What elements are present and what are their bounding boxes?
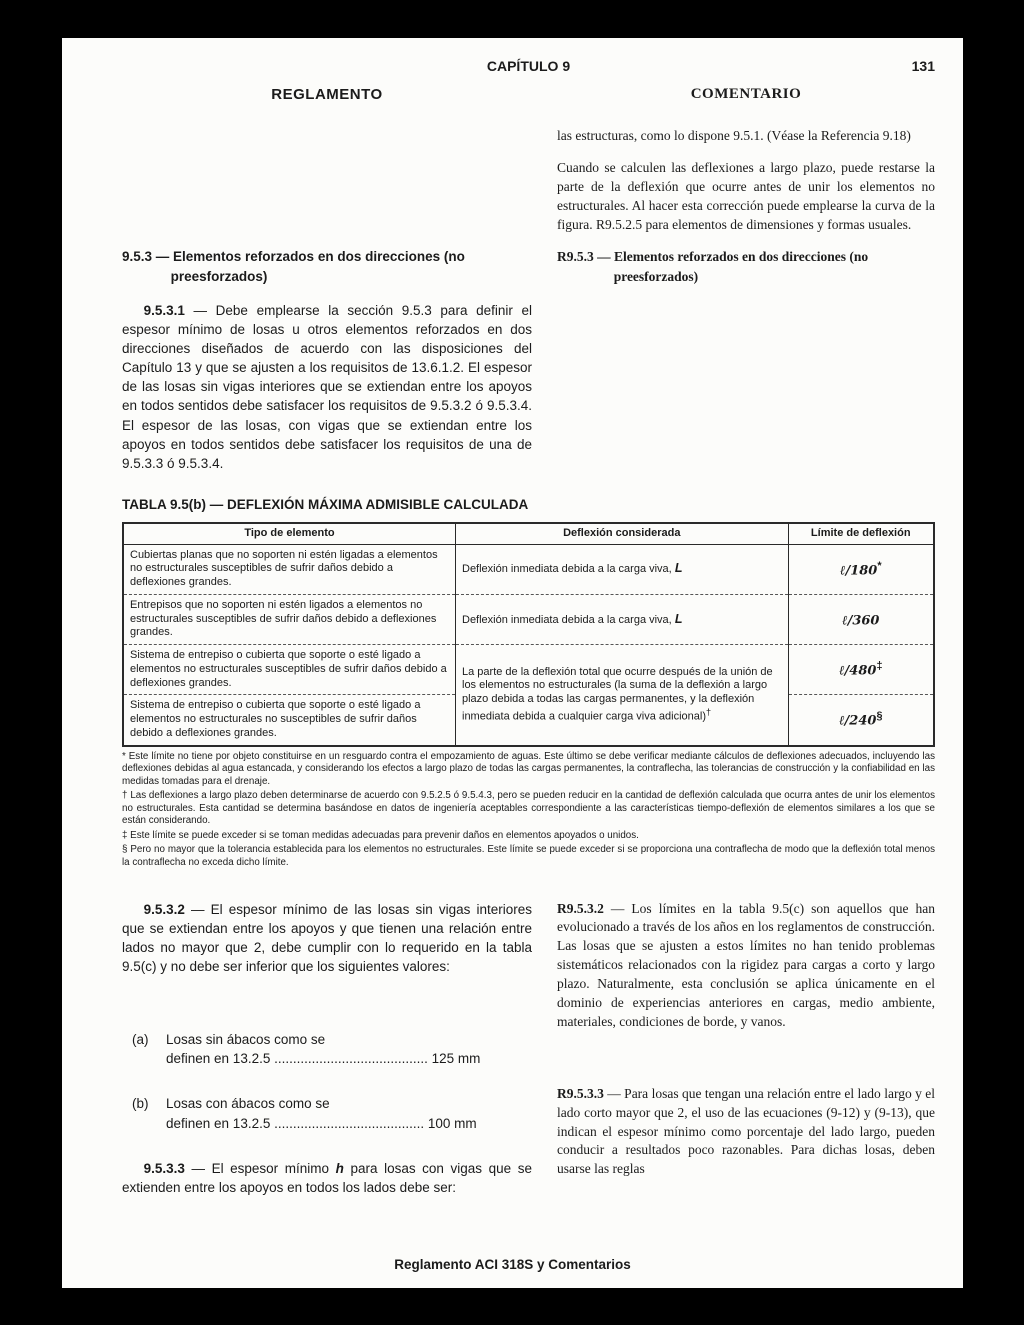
cell-deflexion-2-text: Deflexión inmediata debida a la carga viva,: [462, 613, 672, 626]
section-953-heading-line1: 9.5.3 — Elementos reforzados en dos direcciones (no: [122, 249, 465, 265]
region-intro: [122, 127, 935, 247]
list-item-b-line2: definen en 13.2.5 ........................................ 100 mm: [166, 1115, 477, 1131]
column-header-deflexion: Deflexión considerada: [456, 523, 789, 544]
comentario-lower: [557, 900, 935, 1193]
list-item-a-body: [166, 1030, 532, 1068]
commentary-number-9533: R9.5.3.3: [557, 1085, 604, 1101]
commentary-text-9533: — Para losas que tengan una relación entre el lado largo y el lado corto mayor que 2, el uso de las ecuaciones (9-12) y (9-13), que indican el espesor mínimo como porcentaje del lado largo, pueden conducir a resultados poco razonables. Para dichas losas, deben usarse las reglas: [557, 1085, 935, 1177]
column-header-tipo: Tipo de elemento: [123, 523, 456, 544]
list-item-a-label: (a): [132, 1032, 149, 1048]
table-section: [122, 497, 935, 870]
section-text-9532: — El espesor mínimo de las losas sin vigas interiores que se extiendan entre los apoyos y que tienen una relación entre lados no mayor que 2, debe cumplir con lo requerido en la tabla 9.5(c) y no debe ser inferior que los siguientes valores:: [122, 901, 532, 974]
limit-value-4: ℓ/240: [839, 713, 877, 729]
table-header-row: [123, 523, 934, 544]
list-item-b-line1: Losas con ábacos como se: [166, 1096, 330, 1112]
document-page: [62, 38, 963, 1288]
section-953-heading: [122, 247, 532, 286]
cell-limite-4: [788, 695, 934, 746]
left-column-header: REGLAMENTO: [271, 86, 383, 103]
footnote-section: § Pero no mayor que la tolerancia establecida para los elementos no estructurales. Este límite se puede exceder si se proporciona una contraflecha de modo que la deflexión total menos la contraflecha no exceda dicho límite.: [122, 844, 935, 868]
commentary-953-heading-line2: preesforzados): [613, 269, 699, 285]
table-row: [123, 645, 934, 695]
paragraph-9532: [122, 900, 532, 977]
cell-deflexion-1: [456, 544, 789, 594]
live-load-symbol-2: L: [674, 611, 683, 626]
page-footer: Reglamento ACI 318S y Comentarios: [394, 1257, 631, 1272]
commentary-intro-p1: las estructuras, como lo dispone 9.5.1. (Véase la Referencia 9.18): [557, 128, 911, 143]
commentary-paragraph-9533: [557, 1085, 935, 1179]
spacer: [122, 990, 532, 1030]
commentary-953-heading: [557, 247, 935, 286]
comentario-953: [557, 247, 935, 300]
table-title: TABLA 9.5(b) — DEFLEXIÓN MÁXIMA ADMISIBLE CALCULADA: [122, 496, 529, 512]
footnote-double-dagger: ‡ Este límite se puede exceder si se toman medidas adecuadas para prevenir daños en elementos apoyados o unidos.: [122, 829, 639, 841]
limit-value-1: ℓ/180: [839, 562, 878, 578]
list-item-a-line1: Losas sin ábacos como se: [166, 1032, 326, 1048]
page-header: [122, 58, 935, 80]
footnote-asterisk: * Este límite no tiene por objeto constituirse en un resguardo contra el empozamiento de aguas. Este último se debe verificar mediante cálculos de deflexiones adecuados, incluyendo las deflexiones debidas al agua estancada, y considerando los efectos a largo plazo de todas las cargas permanentes, la contraflecha, las tolerancias de construcción y la confiabilidad en las medidas tomadas para el drenaje.: [122, 750, 935, 787]
thickness-variable-h: h: [335, 1160, 344, 1176]
limit-sup-3: ‡: [876, 660, 883, 673]
list-item-b-label: (b): [132, 1096, 149, 1112]
page-number: 131: [911, 58, 935, 74]
cell-tipo-2: Entrepisos que no soporten ni estén ligados a elementos no estructurales susceptibles de sufrir daños debido a deflexiones grandes.: [123, 594, 456, 644]
list-item-b: [132, 1094, 532, 1132]
column-header-limite: Límite de deflexión: [788, 523, 934, 544]
cell-tipo-4: Sistema de entrepiso o cubierta que soporte o esté ligado a elementos no estructurales no susceptibles de sufrir daños debido a deflexiones grandes.: [123, 695, 456, 746]
list-item-a-line2: definen en 13.2.5 ......................................... 125 mm: [166, 1051, 481, 1067]
section-text-9531: — Debe emplearse la sección 9.5.3 para definir el espesor mínimo de losas u otros elementos reforzados en dos direcciones diseñados de acuerdo con las disposiciones del Capítulo 13 y que se ajusten a los requisitos de 13.6.1.2. El espesor de las losas sin vigas interiores que se extiendan entre los apoyos en todos sentidos debe satisfacer los requisitos de 9.5.3.2 ó 9.5.3.4. El espesor de las losas, con vigas que se extiendan entre los apoyos en todos sentidos debe satisfacer los requisitos de una de 9.5.3.3 ó 9.5.3.4.: [122, 302, 532, 471]
deflection-table: [122, 522, 935, 747]
table-footnotes: [122, 751, 935, 870]
section-text-9533-pre: — El espesor mínimo: [191, 1160, 330, 1176]
cell-limite-1: [788, 544, 934, 594]
paragraph-9531: [122, 301, 532, 473]
section-number-9531: 9.5.3.1: [143, 302, 185, 318]
list-item-b-body: [166, 1094, 532, 1132]
commentary-953-heading-line1: R9.5.3 — Elementos reforzados en dos direcciones (no: [557, 249, 869, 265]
chapter-title: CAPÍTULO 9: [486, 58, 571, 74]
cell-deflexion-2: [456, 594, 789, 644]
reglamento-953: [122, 247, 532, 487]
cell-deflexion-3-4: [456, 645, 789, 746]
commentary-number-9532: R9.5.3.2: [557, 900, 604, 916]
cell-deflexion-1-text: Deflexión inmediata debida a la carga viva,: [462, 563, 672, 576]
spacer: [557, 1045, 935, 1085]
cell-tipo-3: Sistema de entrepiso o cubierta que soporte o esté ligado a elementos no estructurales susceptibles de sufrir daños debido a deflexiones grandes.: [123, 645, 456, 695]
commentary-intro-p2: Cuando se calculen las deflexiones a largo plazo, puede restarse la parte de la deflexión que ocurre antes de unir los elementos no estructurales. Al hacer esta corrección puede emplearse la curva de la figura. R9.5.2.5 para elementos de dimensiones y formas usuales.: [557, 159, 935, 232]
limit-sup-4: §: [876, 710, 883, 723]
live-load-symbol-1: L: [674, 561, 683, 576]
limit-value-3: ℓ/480: [839, 663, 877, 679]
section-number-9532: 9.5.3.2: [143, 901, 185, 917]
paragraph-9533: [122, 1159, 532, 1197]
commentary-intro: [557, 127, 935, 247]
cell-limite-2: [788, 594, 934, 644]
section-text-9533-post: para losas con vigas que se extienden entre los apoyos en todos los lados debe ser:: [122, 1160, 532, 1195]
region-lower: [122, 900, 935, 1212]
limit-sup-1: *: [877, 559, 882, 572]
list-item-a: [132, 1030, 532, 1068]
right-column-header: COMENTARIO: [690, 86, 802, 102]
table-row: [123, 544, 934, 594]
region-953: [122, 247, 935, 487]
reglamento-lower: [122, 900, 532, 1212]
cell-deflexion-3-text: La parte de la deflexión total que ocurre después de la unión de los elementos no estructurales (la suma de la deflexión a largo plazo debida a todas las cargas permanentes, y la deflexión inmediata debida a cualquier carga viva adicional): [462, 665, 773, 723]
cell-limite-3: [788, 645, 934, 695]
limit-value-2: ℓ/360: [842, 613, 880, 629]
section-number-9533: 9.5.3.3: [143, 1160, 185, 1176]
section-953-heading-line2: preesforzados): [170, 269, 268, 285]
cell-tipo-1: Cubiertas planas que no soporten ni estén ligadas a elementos no estructurales susceptibles de sufrir daños debido a deflexiones grandes.: [123, 544, 456, 594]
commentary-text-9532: — Los límites en la tabla 9.5(c) son aquellos que han evolucionado a través de los años en los reglamentos de construcción. Las losas que se ajusten a estos límites no han tenido problemas sistemáticos relacionados con la rigidez para cargas a corto y largo plazo. Naturalmente, esta conclusión se aplica únicamente en el dominio de experiencias anteriores en cargas, medio ambiente, materiales, condiciones de borde, y vanos.: [557, 900, 935, 1029]
table-row: [123, 594, 934, 644]
footnote-dagger: † Las deflexiones a largo plazo deben determinarse de acuerdo con 9.5.2.5 ó 9.5.4.3, pero se pueden reducir en la cantidad de deflexión calculada que ocurra antes de unir los elementos no estructurales. Esta cantidad se determina basándose en datos de ingeniería aceptables correspondiente a las características tiempo-deflexión de elementos similares a los que se están considerando.: [122, 790, 935, 827]
deflexion-sup-3: †: [705, 706, 712, 717]
commentary-paragraph-9532: [557, 900, 935, 1032]
column-headers: [122, 86, 935, 103]
